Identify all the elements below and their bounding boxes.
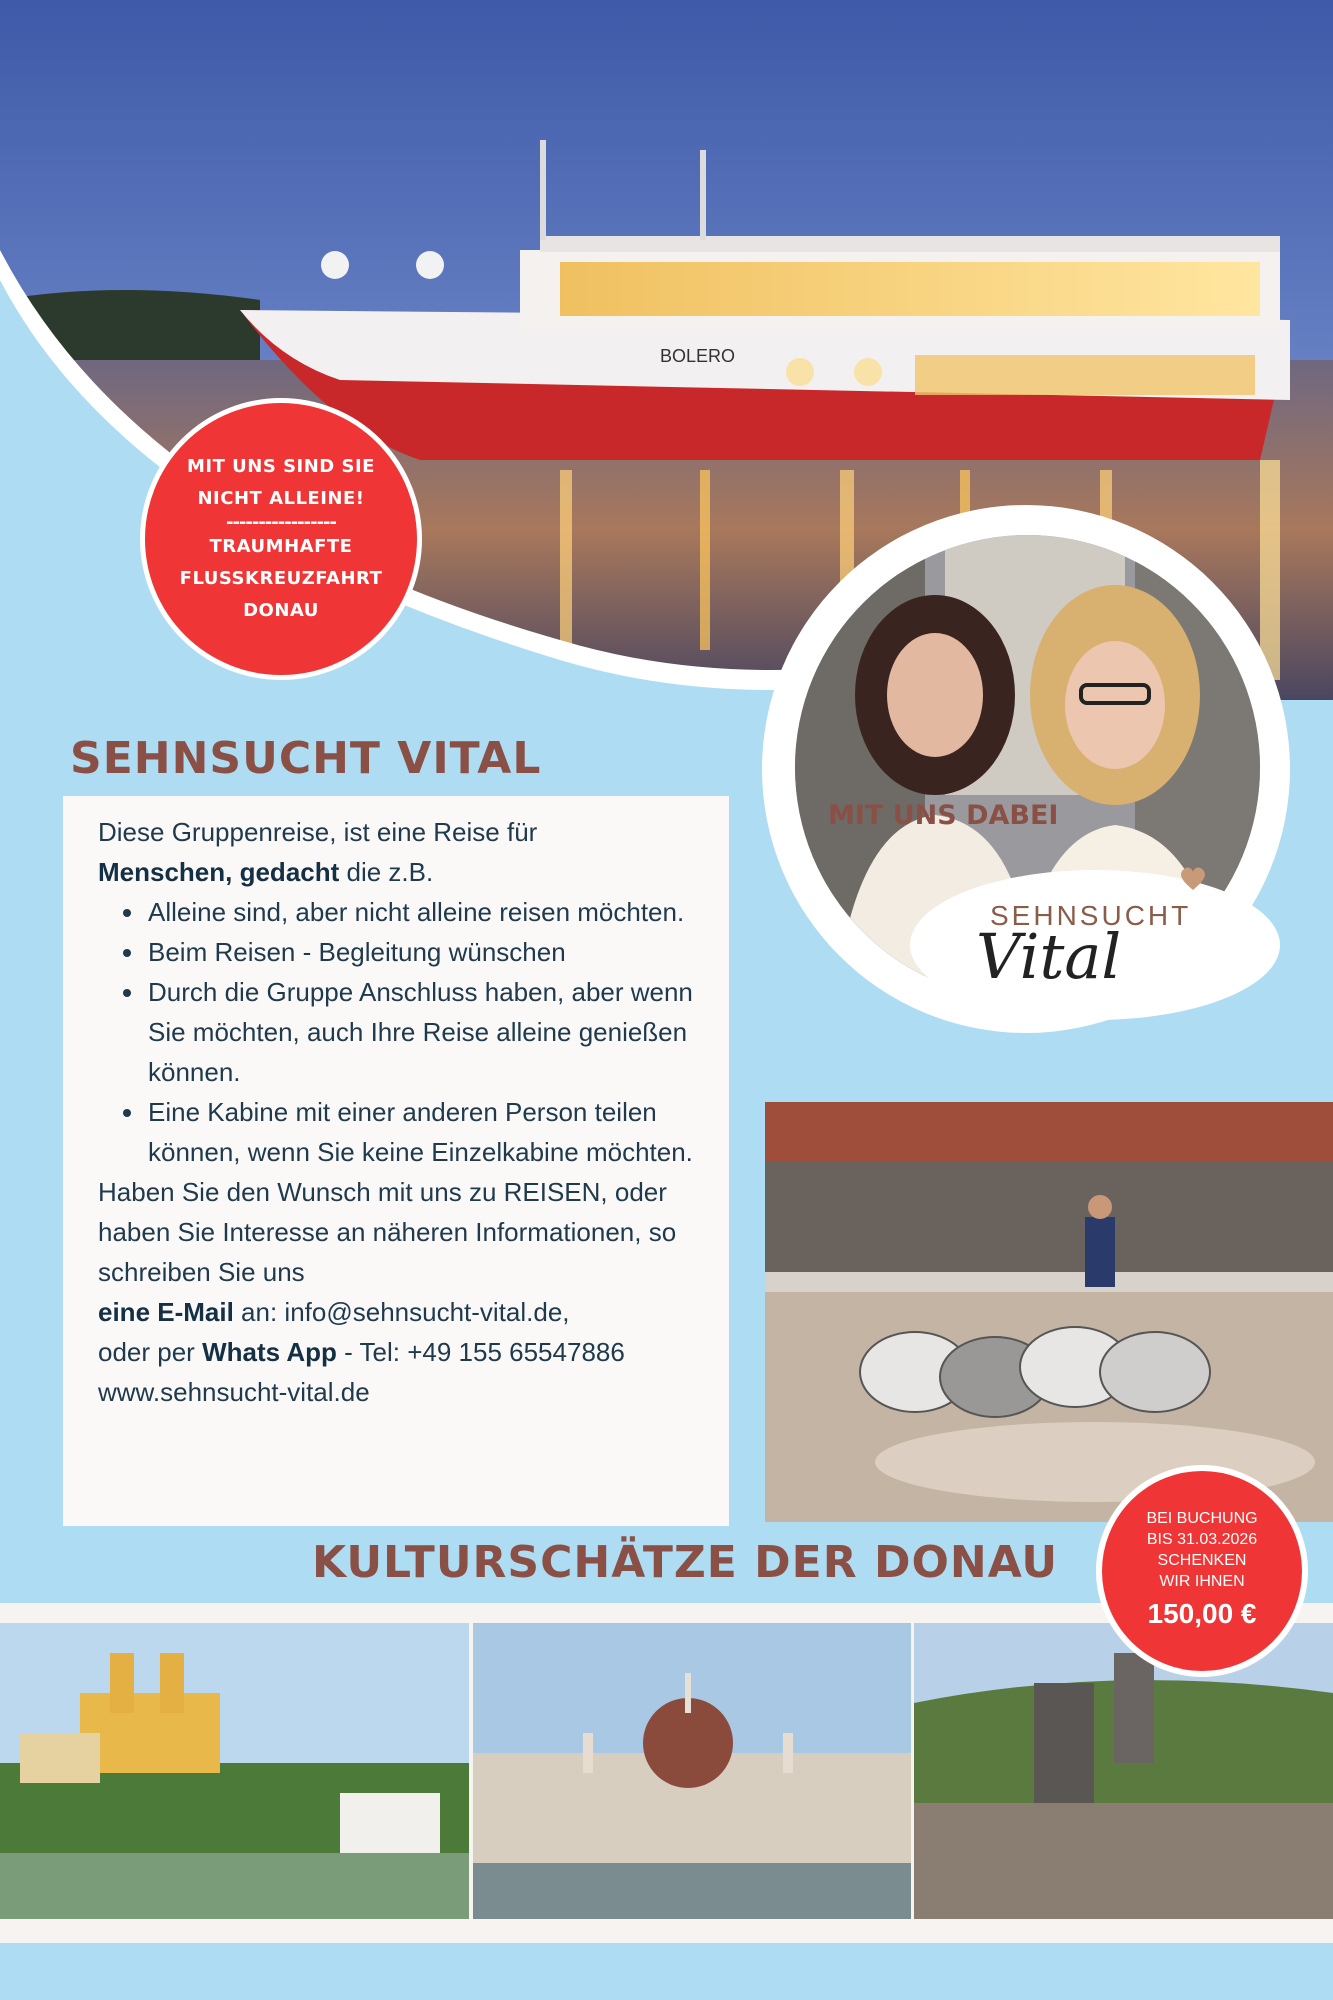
list-item: • Durch die Gruppe Anschluss haben, aber wenn Sie möchten, auch Ihre Reise alleine genießen können.	[146, 972, 728, 1092]
discount-price: 150,00 €	[1147, 1598, 1257, 1629]
logo-wordmark: SEHNSUCHT	[990, 900, 1192, 931]
badge-line: TRAUMHAFTE	[209, 536, 353, 557]
list-item: • Beim Reisen - Begleitung wünschen	[146, 932, 728, 972]
badge-line: SCHENKEN	[1157, 1552, 1247, 1569]
discount-badge	[1096, 1465, 1308, 1677]
benefit-list	[98, 892, 728, 1172]
list-item: • Eine Kabine mit einer anderen Person teilen können, wenn Sie keine Einzelkabine möchten.	[146, 1092, 728, 1172]
badge-line: FLUSSKREUZFAHRT	[179, 568, 383, 589]
email-line: eine E-Mail an: info@sehnsucht-vital.de,	[98, 1297, 570, 1327]
heart-icon	[1178, 864, 1208, 892]
logo-script: Vital	[976, 920, 1122, 993]
panel-text	[98, 812, 728, 1412]
abbey-photo	[0, 1623, 469, 1919]
castle-ruin-photo	[914, 1623, 1333, 1919]
main-heading: SEHNSUCHT VITAL	[70, 733, 542, 784]
badge-line: BIS 31.03.2026	[1146, 1531, 1258, 1548]
culture-heading: KULTURSCHÄTZE DER DONAU	[312, 1537, 1059, 1588]
intro-line: Diese Gruppenreise, ist eine Reise für	[98, 817, 538, 847]
badge-line: NICHT ALLEINE!	[197, 488, 365, 509]
horse-show-photo	[765, 1102, 1333, 1522]
badge-line: WIR IHNEN	[1159, 1573, 1245, 1590]
parliament-photo	[473, 1623, 911, 1919]
badge-line: MIT UNS SIND SIE	[187, 456, 375, 477]
website-link[interactable]: www.sehnsucht-vital.de	[98, 1377, 370, 1407]
ship-name: BOLERO	[660, 346, 736, 366]
contact-intro: Haben Sie den Wunsch mit uns zu REISEN, oder haben Sie Interesse an näheren Informationen, so schreiben Sie uns	[98, 1177, 677, 1287]
badge-line: DONAU	[243, 600, 319, 621]
promo-badge-top	[140, 398, 422, 680]
list-item: • Alleine sind, aber nicht alleine reisen möchten.	[146, 892, 728, 932]
phone-line: oder per Whats App - Tel: +49 155 65547886	[98, 1337, 625, 1367]
badge-separator: -----------------	[225, 512, 336, 533]
intro-line-2: Menschen, gedacht die z.B.	[98, 857, 434, 887]
portrait-label: MIT UNS DABEI	[828, 800, 1059, 831]
bottom-band	[0, 1943, 1333, 2000]
badge-line: BEI BUCHUNG	[1146, 1510, 1258, 1527]
